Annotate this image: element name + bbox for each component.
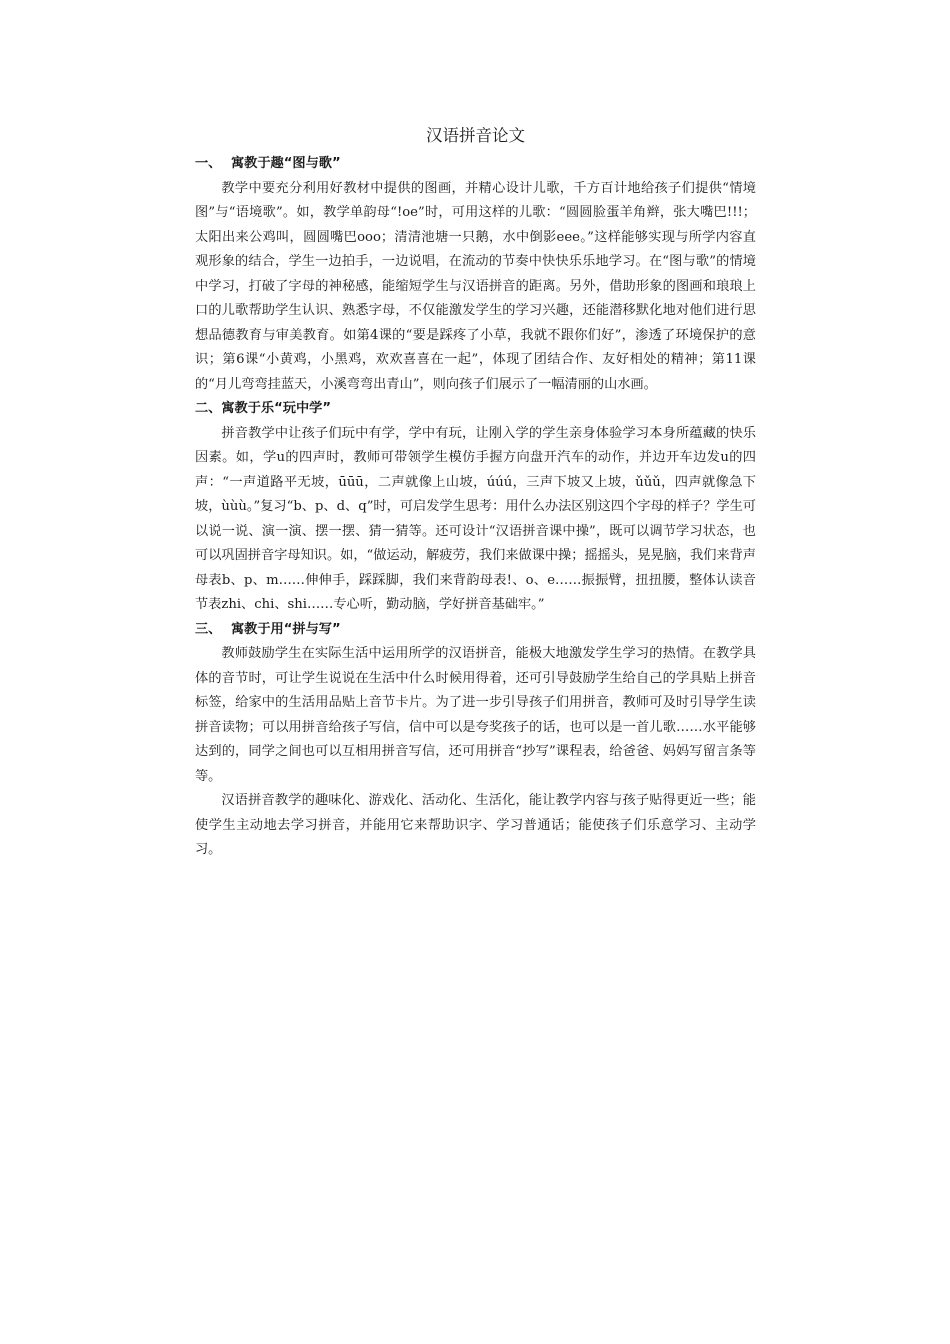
section-1-number: 一、 bbox=[195, 156, 222, 171]
section-1-heading bbox=[195, 152, 756, 177]
conclusion-paragraph: 汉语拼音教学的趣味化、游戏化、活动化、生活化，能让教学内容与孩子贴得更近一些；能使学生主动地去学习拼音，并能用它来帮助识字、学习普通话；能使孩子们乐意学习、主动学习。 bbox=[195, 793, 756, 857]
section-2-title: 寓教于乐“玩中学” bbox=[221, 401, 332, 416]
document-page bbox=[195, 124, 756, 863]
section-2-number: 二、 bbox=[195, 401, 222, 416]
section-2-heading bbox=[195, 397, 756, 422]
section-3-title: 寓教于用“拼与写” bbox=[231, 621, 341, 637]
section-3-number: 三、 bbox=[195, 621, 222, 637]
section-1-title: 寓教于趣“图与歌” bbox=[231, 156, 341, 171]
document-title: 汉语拼音论文 bbox=[426, 126, 525, 145]
section-3-heading bbox=[195, 618, 756, 643]
section-2-paragraph: 拼音教学中让孩子们玩中有学，学中有玩，让刚入学的学生亲身体验学习本身所蕴藏的快乐因素。如，学u的四声时，教师可带领学生模仿手握方向盘开汽车的动作，并边开车边发u的四声：“一声道路平无坡，ūūū，二声就像上山坡，úúú，三声下坡又上坡，ǔǔǔ，四声就像急下坡，ùùù。”复习“b、p、d、q”时，可启发学生思考：用什么办法区别这四个字母的样子？学生可以说一说、演一演、摆一摆、猜一猜等。还可设计“汉语拼音课中操”，既可以调节学习状态，也可以巩固拼音字母知识。如，“做运动，解疲劳，我们来做课中操；摇摇头，晃晃脑，我们来背声母表b、p、m……伸伸手，踩踩脚，我们来背韵母表!、o、e……振振臂，扭扭腰，整体认读音节表zhi、chi、shi……专心听，勤动脑，学好拼音基础牢。” bbox=[195, 425, 756, 612]
section-3-paragraph: 教师鼓励学生在实际生活中运用所学的汉语拼音，能极大地激发学生学习的热情。在教学具体的音节时，可让学生说说在生活中什么时候用得着，还可引导鼓励学生给自己的学具贴上拼音标签，给家中的生活用品贴上音节卡片。为了进一步引导孩子们用拼音，教师可及时引导学生读拼音读物；可以用拼音给孩子写信，信中可以是夸奖孩子的话，也可以是一首儿歌……水平能够达到的，同学之间也可以互相用拼音写信，还可用拼音“抄写”课程表，给爸爸、妈妈写留言条等等。 bbox=[195, 646, 756, 784]
section-1-paragraph: 教学中要充分利用好教材中提供的图画，并精心设计儿歌，千方百计地给孩子们提供“情境图”与“语境歌”。如，教学单韵母“!oe”时，可用这样的儿歌：“圆圆脸蛋羊角辫，张大嘴巴!!!；太阳出来公鸡叫，圆圆嘴巴ooo；清清池塘一只鹅，水中倒影eee。”这样能够实现与所学内容直观形象的结合，学生一边拍手，一边说唱，在流动的节奏中快快乐乐地学习。在“图与歌”的情境中学习，打破了字母的神秘感，能缩短学生与汉语拼音的距离。另外，借助形象的图画和琅琅上口的儿歌帮助学生认识、熟悉字母，不仅能激发学生的学习兴趣，还能潜移默化地对他们进行思想品德教育与审美教育。如第4课的“要是踩疼了小草，我就不跟你们好”，渗透了环境保护的意识；第6课“小黄鸡，小黑鸡，欢欢喜喜在一起”，体现了团结合作、友好相处的精神；第11课的“月儿弯弯挂蓝天，小溪弯弯出青山”，则向孩子们展示了一幅清丽的山水画。 bbox=[195, 180, 756, 392]
